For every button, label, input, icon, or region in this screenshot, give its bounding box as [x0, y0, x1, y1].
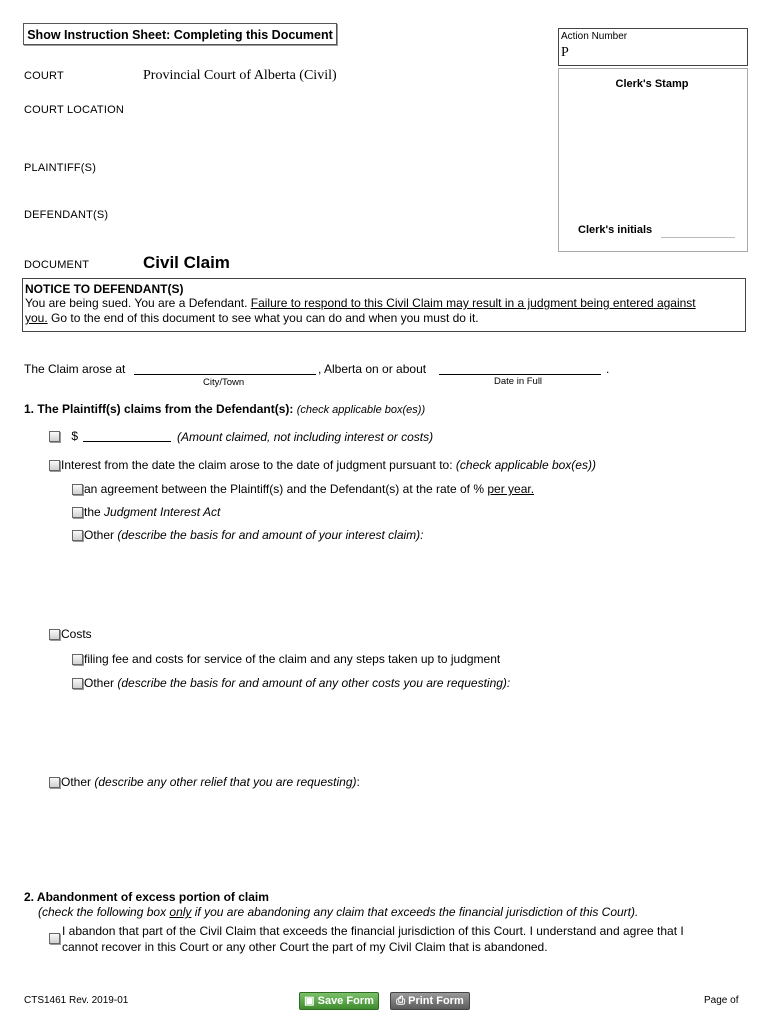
other-relief-label: Other [61, 775, 95, 789]
amount-row [49, 429, 78, 443]
notice-box [22, 278, 746, 332]
other-relief-checkbox[interactable] [49, 777, 60, 788]
claim-city-field[interactable] [134, 362, 316, 375]
amount-checkbox[interactable] [49, 431, 60, 442]
interest-text: Interest from the date the claim arose to the date of judgment pursuant to: [61, 458, 456, 472]
notice-warning: Failure to respond to this Civil Claim may result in a judgment being entered against [250, 296, 696, 310]
judgment-interest-act: Judgment Interest Act [104, 505, 221, 519]
notice-line-1 [25, 296, 743, 311]
date-caption: Date in Full [494, 376, 543, 387]
other-relief-colon: : [356, 775, 360, 789]
other-interest-field[interactable] [84, 546, 724, 616]
court-location-field[interactable] [143, 96, 543, 116]
action-number-label: Action Number [561, 31, 628, 42]
action-number-value: P [561, 45, 569, 60]
filing-fee-checkbox[interactable] [72, 654, 83, 665]
printer-icon: ⎙ [396, 995, 406, 1007]
document-label: DOCUMENT [24, 259, 90, 271]
costs-checkbox[interactable] [49, 629, 60, 640]
agreement-row [72, 482, 534, 496]
dollar-sign: $ [71, 429, 79, 443]
plaintiffs-label: PLAINTIFF(S) [24, 162, 97, 174]
filing-fee-text: filing fee and costs for service of the claim and any steps taken up to judgment [84, 652, 501, 666]
court-value: Provincial Court of Alberta (Civil) [143, 68, 337, 83]
judgment-interest-checkbox[interactable] [72, 507, 83, 518]
clerks-initials-field[interactable] [661, 225, 735, 238]
notice-warning-end: you. [25, 311, 48, 325]
agreement-per-year: per year. [487, 482, 535, 496]
section2-note-a: (check the following box [38, 905, 170, 919]
other-costs-checkbox[interactable] [72, 678, 83, 689]
claim-arose-prefix: The Claim arose at [24, 362, 126, 376]
notice-text: You are being sued. You are a Defendant. [25, 296, 251, 310]
abandon-text-line-2: cannot recover in this Court or any other Court the part of my Civil Claim that is abandoned. [62, 940, 548, 954]
floppy-disk-icon: ▣ [304, 995, 315, 1007]
section2-heading: 2. Abandonment of excess portion of claim [24, 890, 269, 904]
court-location-label: COURT LOCATION [24, 104, 124, 116]
other-costs-note: (describe the basis for and amount of any other costs you are requesting): [117, 676, 511, 690]
filing-fee-row [72, 652, 500, 666]
section1-heading [24, 402, 425, 417]
judgment-interest-row [72, 505, 220, 519]
amount-field[interactable] [83, 429, 171, 442]
abandon-row [49, 931, 61, 945]
section2-note [38, 905, 638, 919]
form-code: CTS1461 Rev. 2019-01 [24, 995, 129, 1006]
interest-row [49, 458, 596, 472]
defendants-field[interactable] [143, 196, 543, 244]
print-form-label: Print Form [408, 995, 464, 1007]
costs-row [49, 627, 92, 641]
interest-note: (check applicable box(es)) [455, 458, 596, 472]
other-relief-note: (describe any other relief that you are requesting) [94, 775, 357, 789]
judgment-interest-prefix: the [84, 505, 105, 519]
other-costs-label: Other [84, 676, 118, 690]
save-form-label: Save Form [317, 995, 374, 1007]
notice-title: NOTICE TO DEFENDANT(S) [25, 282, 184, 296]
costs-label: Costs [61, 627, 92, 641]
agreement-text: an agreement between the Plaintiff(s) and the Defendant(s) at the rate of % [84, 482, 488, 496]
city-caption: City/Town [203, 377, 245, 388]
print-form-button[interactable] [390, 992, 470, 1010]
clerks-initials-label: Clerk's initials [578, 224, 653, 236]
agreement-checkbox[interactable] [72, 484, 83, 495]
page-number: Page of [704, 995, 739, 1006]
instruction-sheet-button[interactable]: Show Instruction Sheet: Completing this Document [23, 23, 337, 45]
defendants-label: DEFENDANT(S) [24, 209, 109, 221]
other-relief-field[interactable] [62, 794, 722, 874]
action-number-box[interactable] [558, 28, 748, 66]
other-costs-field[interactable] [84, 694, 724, 766]
save-form-button[interactable] [299, 992, 379, 1010]
other-interest-label: Other [84, 528, 118, 542]
notice-instruction: Go to the end of this document to see what you can do and when you must do it. [47, 311, 479, 325]
claim-arose-middle: , Alberta on or about [318, 362, 427, 376]
abandon-text-line-1: I abandon that part of the Civil Claim that exceeds the financial jurisdiction of this Court. I understand and agree that I [62, 924, 684, 938]
other-interest-row [72, 528, 424, 542]
document-title: Civil Claim [143, 253, 230, 272]
section1-title: 1. The Plaintiff(s) claims from the Defendant(s): [24, 402, 294, 416]
section2-note-c: if you are abandoning any claim that exceeds the financial jurisdiction of this Court). [191, 905, 639, 919]
section1-note: (check applicable box(es)) [296, 404, 426, 416]
notice-line-2 [25, 311, 743, 326]
other-interest-note: (describe the basis for and amount of your interest claim): [117, 528, 424, 542]
amount-note: (Amount claimed, not including interest or costs) [177, 430, 434, 444]
abandon-checkbox[interactable] [49, 933, 60, 944]
claim-date-field[interactable] [439, 362, 601, 375]
interest-checkbox[interactable] [49, 460, 60, 471]
claim-arose-suffix: . [606, 362, 610, 376]
section2-note-only: only [169, 905, 192, 919]
other-interest-checkbox[interactable] [72, 530, 83, 541]
court-label: COURT [24, 70, 64, 82]
plaintiffs-field[interactable] [143, 124, 543, 190]
clerks-stamp-label: Clerk's Stamp [615, 78, 689, 90]
other-relief-row [49, 775, 360, 789]
other-costs-row [72, 676, 510, 690]
clerks-stamp-box [558, 68, 748, 252]
